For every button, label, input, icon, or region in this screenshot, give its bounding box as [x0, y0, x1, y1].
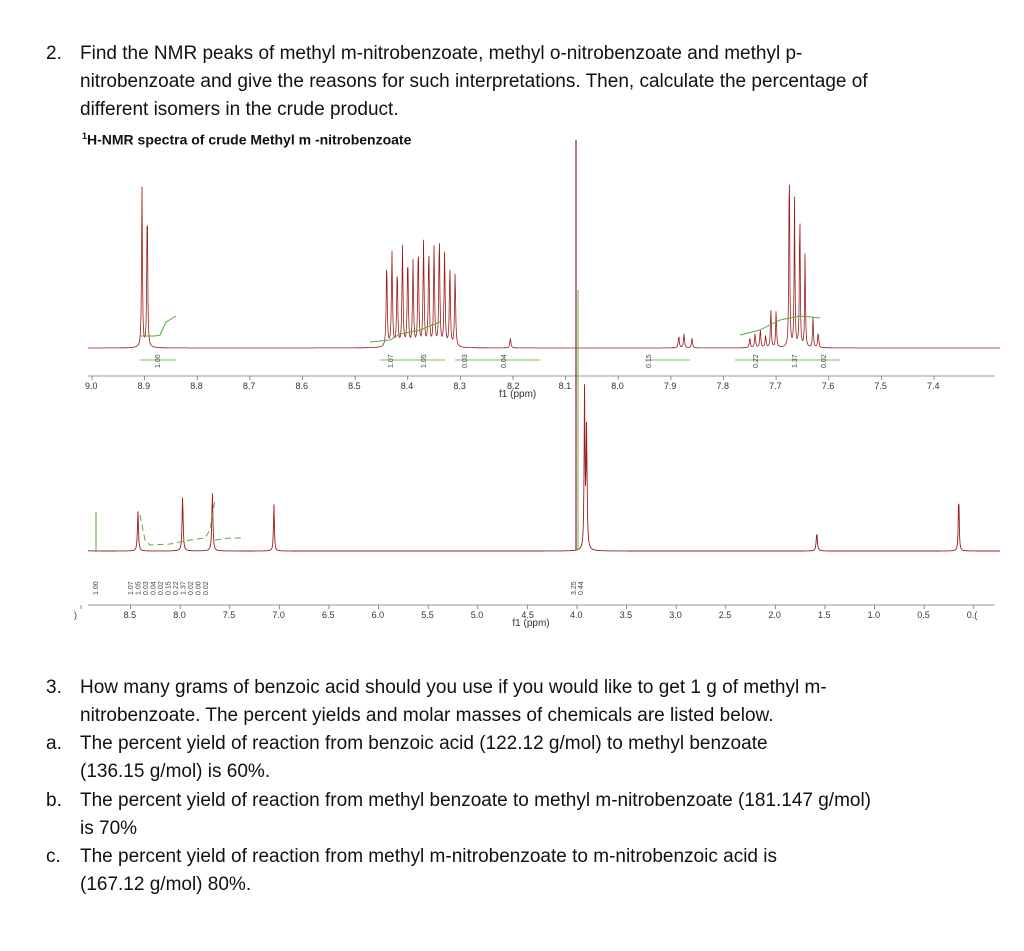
axis-tick-label: 2.5	[718, 610, 732, 620]
axis-tick-label: 7.8	[716, 381, 730, 391]
integral-label: 0.02	[203, 581, 210, 595]
integral-label: 1.00	[155, 354, 162, 368]
axis-tick-label: 7.9	[663, 381, 677, 391]
axis-tick-label: 8.2	[507, 381, 520, 391]
sub-item-line: (136.15 g/mol) is 60%.	[80, 761, 271, 782]
integral-label: 0.22	[173, 581, 180, 595]
integral-label: 0.22	[753, 354, 760, 368]
axis-tick-label: 8.6	[295, 381, 309, 391]
question-text	[80, 674, 827, 730]
axis-tick-label: 3.5	[619, 610, 633, 620]
axis-tick-label: 2.0	[768, 610, 781, 620]
axis-tick-label: 8.0	[173, 610, 186, 620]
axis-tick-label: 8.8	[190, 381, 203, 391]
axis-tick-label: 9.0	[85, 381, 98, 391]
sub-item-label: a.	[46, 733, 62, 754]
axis-title: f1 (ppm)	[512, 618, 550, 629]
axis-tick-label: 8.3	[453, 381, 466, 391]
integral-label: 1.07	[128, 581, 135, 595]
spectrum-trace	[88, 185, 1000, 348]
integral-label: 1.00	[93, 581, 100, 595]
sub-item-line: (167.12 g/mol) 80%.	[80, 874, 252, 895]
integral-curve	[370, 322, 440, 342]
axis-tick-label: 8.9	[137, 381, 151, 391]
spectrum-title: $^1$H-NMR spectra of crude Methyl m -nitrobenzoate	[82, 131, 412, 148]
axis-tick-label: 8.5	[348, 381, 361, 391]
question-line: nitrobenzoate and give the reasons for such interpretations. Then, calculate the percentage of	[80, 71, 868, 92]
axis-tick-label: 7.4	[927, 381, 940, 391]
integral-label: 0.02	[188, 581, 195, 595]
axis-tick-label: 0.5	[917, 610, 930, 620]
sub-item-line: The percent yield of reaction from methyl benzoate to methyl m-nitrobenzoate (181.147 g/mol)	[80, 790, 872, 811]
question-text	[80, 40, 868, 124]
axis-tick-label: 6.5	[322, 610, 335, 620]
axis-tick-label: 1.5	[818, 610, 831, 620]
spectrum-trace	[88, 384, 1000, 551]
axis-tick-label: 7.5	[874, 381, 887, 391]
integral-label: 1.05	[135, 581, 143, 595]
question-line: different isomers in the crude product.	[80, 99, 399, 120]
axis-tick-label: 8.7	[242, 381, 256, 391]
integral-label: 0.15	[646, 354, 653, 368]
axis-tick-label: 4.5	[521, 610, 534, 620]
sub-item-line: is 70%	[80, 818, 138, 839]
integral-label: 0.04	[150, 581, 158, 595]
question-number: 3.	[46, 677, 62, 698]
full-spectrum-panel	[74, 384, 1000, 629]
question-line: nitrobenzoate. The percent yields and molar masses of chemicals are listed below.	[80, 705, 774, 726]
axis-tick-label: 7.0	[272, 610, 285, 620]
integral-label: 3.25	[571, 581, 578, 595]
integral-label: 0.04	[501, 354, 508, 368]
axis-tick-label: 7.5	[222, 610, 236, 620]
expanded-spectrum-panel	[85, 185, 1000, 400]
sub-item-line: The percent yield of reaction from benzoic acid (122.12 g/mol) to methyl benzoate	[80, 733, 768, 754]
nmr-spectrum-figure	[0, 140, 1024, 640]
integral-curve	[215, 538, 245, 540]
integral-label: 0.00	[195, 581, 203, 595]
axis-title: f1 (ppm)	[499, 389, 537, 400]
integral-label: 1.05	[421, 354, 428, 368]
question-line: Find the NMR peaks of methyl m-nitrobenzoate, methyl o-nitrobenzoate and methyl p-	[80, 43, 803, 64]
integral-label: 0.03	[143, 581, 150, 595]
axis-tick-label: 7.7	[769, 381, 782, 391]
axis-tick-label: 7.6	[821, 381, 835, 391]
axis-tick-label: 1.0	[867, 610, 881, 620]
integral-label: 0.02	[821, 354, 828, 368]
integral-label: 0.44	[578, 581, 585, 595]
integral-label: 0.03	[462, 354, 469, 368]
integral-label: 0.15	[165, 581, 173, 595]
solvent-peak	[576, 140, 578, 550]
integral-label: 0.02	[158, 581, 165, 595]
sub-item-label: b.	[46, 790, 62, 811]
axis-tick-label: 0.(	[966, 610, 978, 620]
axis-tick-label: 5.5	[421, 610, 434, 620]
axis-tick-label: 8.0	[611, 381, 624, 391]
integral-label: 1.07	[388, 354, 395, 368]
axis-tick-label: 4.0	[570, 610, 583, 620]
axis-tick-label: )	[74, 610, 77, 620]
axis-tick-label: 5.0	[470, 610, 484, 620]
integral-curve	[140, 500, 215, 545]
sub-item-line: The percent yield of reaction from methyl m-nitrobenzoate to m-nitrobenzoic acid is	[80, 846, 777, 867]
axis-tick-label: 3.0	[669, 610, 682, 620]
axis-tick-label: 8.1	[558, 381, 572, 391]
integral-label: 1.37	[180, 581, 188, 595]
axis-tick-label: 6.0	[371, 610, 385, 620]
axis-tick-label: 8.5	[123, 610, 137, 620]
integral-label: 1.37	[792, 354, 799, 368]
question-line: How many grams of benzoic acid should you use if you would like to get 1 g of methyl m-	[80, 677, 827, 698]
sub-item-label: c.	[46, 846, 61, 867]
integral-curve	[740, 316, 820, 335]
question-number: 2.	[46, 43, 62, 64]
axis-tick-label: 8.4	[400, 381, 414, 391]
